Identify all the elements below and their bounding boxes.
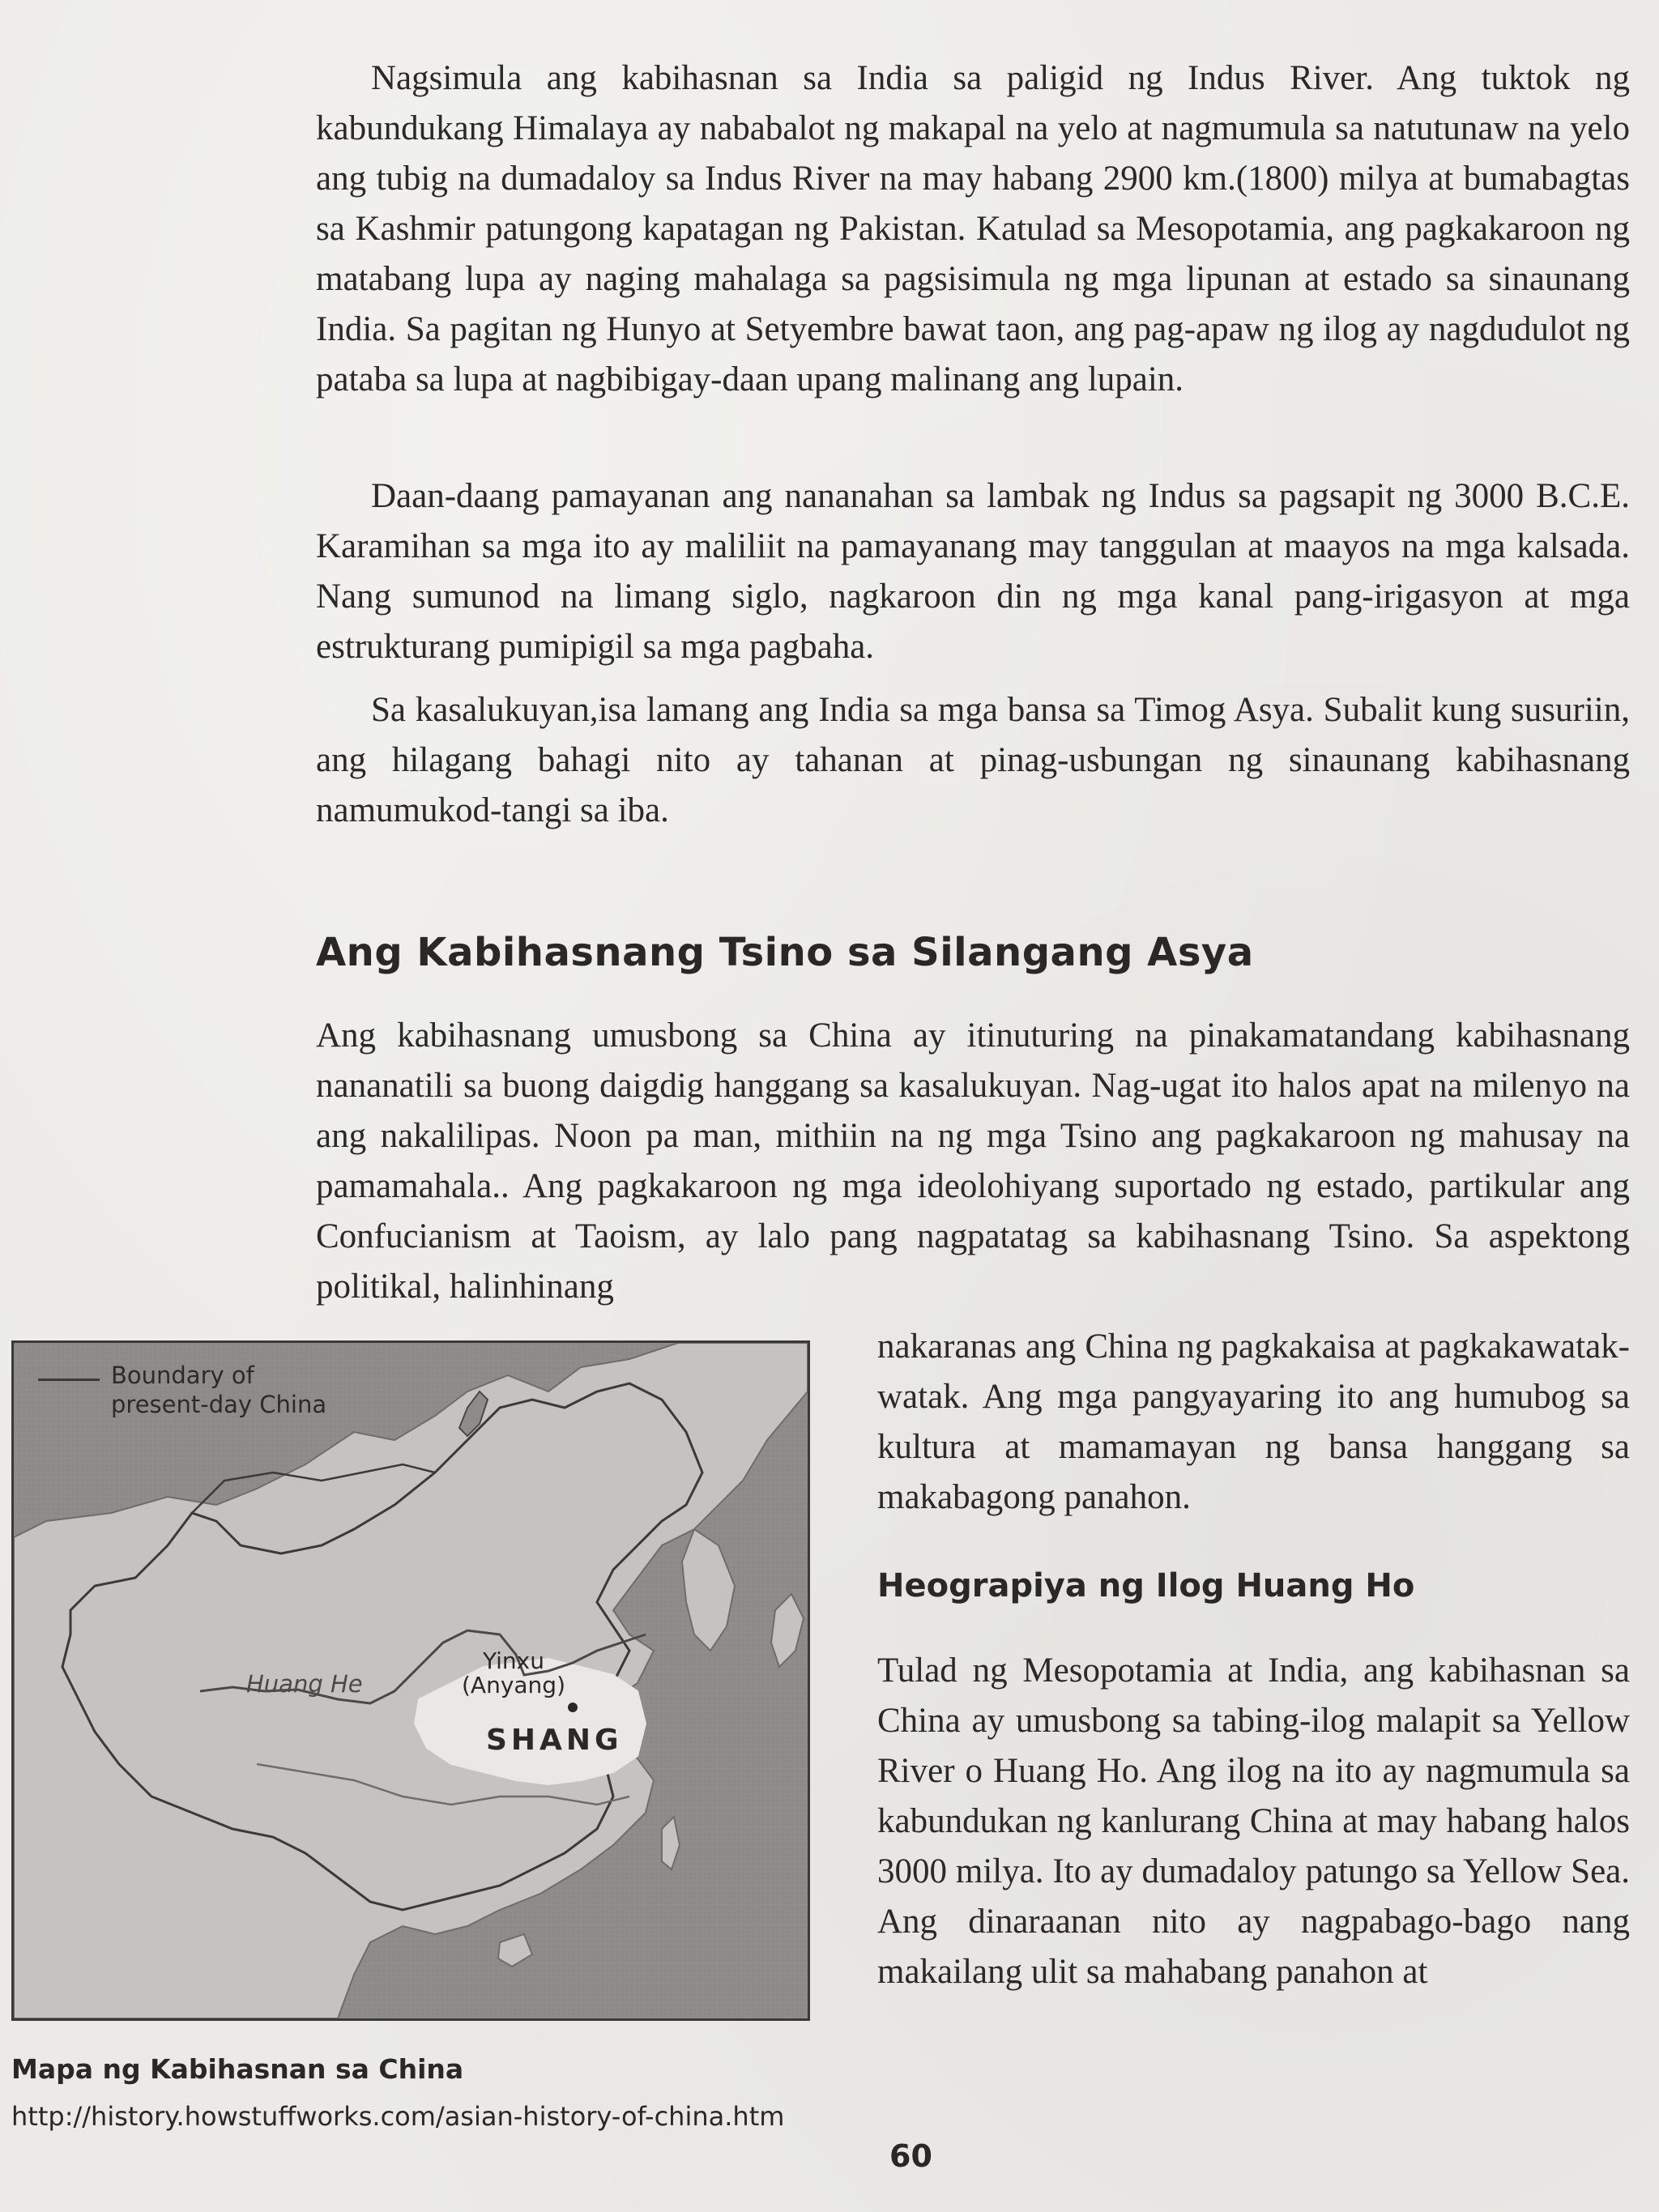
- paragraph-indus-river: Nagsimula ang kabihasnan sa India sa paligid ng Indus River. Ang tuktok ng kabundukang Himalaya ay nababalot ng makapal na yelo at nagmumula sa natutunaw na yelo ang tubig na dumadaloy sa Indus River na may habang 2900 km.(1800) milya at bumabagtas sa Kashmir patungong kapatagan ng Pakistan. Katulad sa Mesopotamia, ang pagkakaroon ng matabang lupa ay naging mahalaga sa pagsisimula ng mga lipunan at estado sa sinaunang India. Sa pagitan ng Hunyo at Setyembre bawat taon, ang pag-apaw ng ilog ay nagdudulot ng pataba sa lupa at nagbibigay-daan upang malinang ang lupain.: [316, 59, 1630, 399]
- river-label-huang-he: Huang He: [246, 1670, 363, 1698]
- paragraph-chinese-civilization: Ang kabihasnang umusbong sa China ay itinuturing na pinakamatandang kabihasnang nananatili sa buong daigdig hanggang sa kasalukuyan. Nag-ugat ito halos apat na milenyo na ang nakalilipas. Noon pa man, mithiin na ng mga Tsino ang pagkakaroon ng mahusay na pamamahala.. Ang pagkakaroon ng mga ideolohiyang suportado ng estado, partikular ang Confucianism at Taoism, ay lalo pang nagpatatag sa kabihasnang Tsino. Sa aspektong politikal, halinhinang: [316, 1016, 1630, 1306]
- region-label-shang: SHANG: [486, 1724, 623, 1757]
- sub-heading: Heograpiya ng Ilog Huang Ho: [877, 1567, 1415, 1605]
- paragraph-indus-settlements: Daan-daang pamayanan ang nananahan sa lambak ng Indus sa pagsapit ng 3000 B.C.E. Karamihan sa mga ito ay maliliit na pamayanang may tanggulan at maayos na mga kalsada. Nang sumunod na limang siglo, nagkaroon din ng mga kanal pang-irigasyon at mga estrukturang pumipigil sa mga pagbaha.: [316, 477, 1630, 666]
- legend-text-line-2: present-day China: [111, 1391, 327, 1418]
- site-label-line-1: Yinxu: [483, 1647, 544, 1674]
- map-caption-title: Mapa ng Kabihasnan sa China: [11, 2053, 464, 2085]
- yinxu-site-marker: [568, 1703, 578, 1712]
- page-number: 60: [889, 2138, 932, 2174]
- map-caption-source: http://history.howstuffworks.com/asian-history-of-china.htm: [11, 2101, 785, 2132]
- legend-text-line-1: Boundary of: [111, 1362, 254, 1389]
- china-shang-map: [11, 1340, 810, 2021]
- paragraph-huang-ho: Tulad ng Mesopotamia at India, ang kabihasnan sa China ay umusbong sa tabing-ilog malapit sa Yellow River o Huang Ho. Ang ilog na ito ay nagmumula sa kabundukan ng kanlurang China at may habang halos 3000 milya. Ito ay dumadaloy patungo sa Yellow Sea. Ang dinaraanan nito ay nagpabago-bago nang makailang ulit sa mahabang panahon at: [877, 1652, 1630, 1991]
- legend-boundary-line: [38, 1379, 100, 1381]
- paragraph-china-unity: nakaranas ang China ng pagkakaisa at pagkakawatak-watak. Ang mga pangyayaring ito ang humubog sa kultura at mamamayan ng bansa hanggang sa makabagong panahon.: [877, 1328, 1630, 1516]
- paragraph-india-today: Sa kasalukuyan,isa lamang ang India sa mga bansa sa Timog Asya. Subalit kung susuriin, ang hilagang bahagi nito ay tahanan at pinag-usbungan ng sinaunang kabihasnang namumukod-tangi sa iba.: [316, 691, 1630, 829]
- site-label-yinxu: [462, 1649, 565, 1698]
- map-legend: [111, 1361, 326, 1419]
- map-graphic: [14, 1343, 808, 2018]
- site-label-line-2: (Anyang): [462, 1672, 565, 1698]
- section-heading: Ang Kabihasnang Tsino sa Silangang Asya: [316, 930, 1254, 975]
